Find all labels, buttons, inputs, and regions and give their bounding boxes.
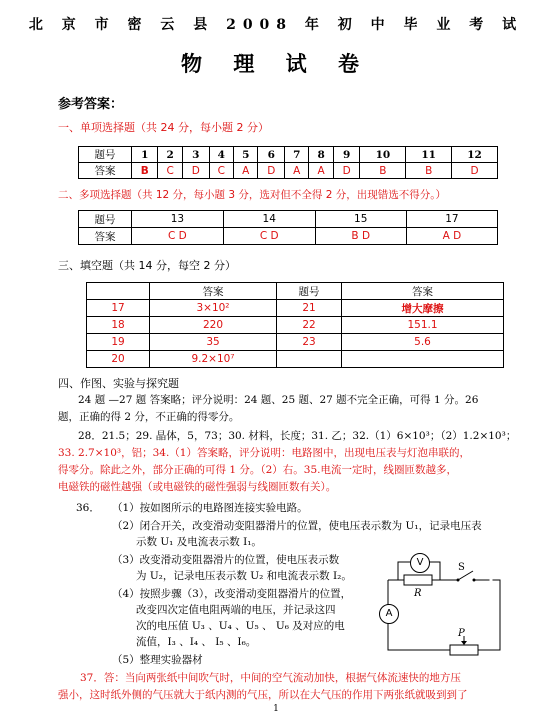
answer-cell: B xyxy=(360,163,406,179)
paragraph-line: 28．21.5；29. 晶体，5，73；30. 材料，长度；31. 乙；32.（1）6×10³；（2）1.2×10³； xyxy=(78,430,517,442)
paragraph-line: 24 题 —27 题 答案略；评分说明：24 题、25 题、27 题不完全正确，可得 1 分。26 xyxy=(78,394,479,406)
answer-cell: 9.2×10⁷ xyxy=(150,351,277,368)
answer-cell: A D xyxy=(406,228,497,245)
question-number: 22 xyxy=(277,317,342,334)
answer-cell: A xyxy=(309,163,333,179)
question-number: 12 xyxy=(452,147,498,163)
section3-heading: 三、填空题（共 14 分，每空 2 分） xyxy=(58,259,236,272)
question-number: 6 xyxy=(258,147,285,163)
question-37-line: 37．答：当向两张纸中间吹气时，中间的空气流动加快，根据气体流速快的地方压 xyxy=(80,672,461,684)
section2-heading: 二、多项选择题（共 12 分，每小题 3 分，选对但不全得 2 分，出现错选不得分。） xyxy=(58,189,446,201)
question-number: 10 xyxy=(360,147,406,163)
question-number: 7 xyxy=(285,147,309,163)
answer-cell: C xyxy=(158,163,182,179)
row-label: 答案 xyxy=(79,228,132,245)
fill-blank-table xyxy=(86,282,504,368)
page-number: 1 xyxy=(273,704,279,714)
exam-title: 北 京 市 密 云 县 2008 年 初 中 毕 业 考 试 xyxy=(28,17,524,33)
paragraph-line: 33. 2.7×10³，铝；34.（1）答案略，评分说明：电路图中，出现电压表与灯泡串联的， xyxy=(58,447,470,459)
answer-cell: B xyxy=(132,163,158,179)
step-line: 示数 U₁ 及电流表示数 I₁。 xyxy=(136,536,262,548)
answer-cell xyxy=(342,351,504,368)
answer-cell: D xyxy=(182,163,209,179)
section4-heading: 四、作图、实验与探究题 xyxy=(58,377,179,390)
question-36-label: 36． xyxy=(76,502,100,514)
step-line: 流值，I₃ 、I₄ 、 I₅ 、I₆。 xyxy=(136,636,257,648)
column-header: 答案 xyxy=(150,283,277,300)
answer-cell: C D xyxy=(223,228,315,245)
table-row xyxy=(87,351,504,368)
answer-cell: D xyxy=(258,163,285,179)
section1-heading: 一、单项选择题（共 24 分，每小题 2 分） xyxy=(58,121,269,134)
question-number: 4 xyxy=(209,147,233,163)
step-line: 改变四次定值电阻两端的电压，并记录这四 xyxy=(136,604,336,616)
question-number: 15 xyxy=(315,211,406,228)
question-number: 5 xyxy=(234,147,258,163)
step-line: （2）闭合开关，改变滑动变阻器滑片的位置，使电压表示数为 U₁，记录电压表 xyxy=(112,520,482,532)
ammeter-icon: A xyxy=(379,604,399,624)
question-number: 3 xyxy=(182,147,209,163)
step-line: 次的电压值 U₃ 、U₄ 、U₅ 、 U₆ 及对应的电 xyxy=(136,620,345,632)
multi-choice-table xyxy=(78,210,498,245)
table-row xyxy=(79,228,498,245)
question-number: 23 xyxy=(277,334,342,351)
answer-cell: 220 xyxy=(150,317,277,334)
row-label: 题号 xyxy=(79,211,132,228)
table-row xyxy=(79,147,498,163)
step-line: （4）按照步骤（3），改变滑动变阻器滑片的位置， xyxy=(112,588,352,600)
answer-cell: 3×10² xyxy=(150,300,277,317)
question-number: 1 xyxy=(132,147,158,163)
answer-cell: 增大摩擦 xyxy=(342,300,504,317)
column-header: 题号 xyxy=(277,283,342,300)
answer-cell: A xyxy=(285,163,309,179)
answer-cell: B D xyxy=(315,228,406,245)
answer-cell: 35 xyxy=(150,334,277,351)
question-number: 19 xyxy=(87,334,150,351)
paragraph-line: 电磁铁的磁性越强（或电磁铁的磁性强弱与线圈匝数有关）。 xyxy=(58,481,337,493)
table-row xyxy=(79,211,498,228)
paper-title: 物 理 试 卷 xyxy=(181,51,371,76)
answer-cell: 151.1 xyxy=(342,317,504,334)
circuit-diagram xyxy=(370,540,510,660)
question-number: 11 xyxy=(406,147,452,163)
answer-heading: 参考答案： xyxy=(58,97,124,112)
answer-cell: C D xyxy=(132,228,224,245)
question-number: 9 xyxy=(333,147,360,163)
answer-cell: A xyxy=(234,163,258,179)
table-row xyxy=(79,163,498,179)
circuit-wires xyxy=(370,540,510,660)
step-line: 为 U₂，记录电压表示数 U₂ 和电流表示数 I₂。 xyxy=(136,570,352,582)
column-header: 答案 xyxy=(342,283,504,300)
answer-cell: 5.6 xyxy=(342,334,504,351)
step-line: （1）按如图所示的电路图连接实验电路。 xyxy=(112,502,308,514)
paragraph-line: 题，正确的得 2 分，不正确的得零分。 xyxy=(58,411,240,423)
question-37-line: 强小，这时纸外侧的气压就大于纸内测的气压，所以在大气压的作用下两张纸就吸到到了 xyxy=(58,689,468,701)
table-row xyxy=(87,334,504,351)
paragraph-line: 得零分。除此之外，部分正确的可得 1 分。（2）右。35.电流一定时，线圈匝数越多， xyxy=(58,464,457,476)
table-row xyxy=(87,283,504,300)
corner-cell xyxy=(87,283,150,300)
question-number: 17 xyxy=(406,211,497,228)
voltmeter-icon: V xyxy=(410,553,430,573)
single-choice-table xyxy=(78,146,498,179)
row-label: 答案 xyxy=(79,163,132,179)
question-number: 2 xyxy=(158,147,182,163)
table-row xyxy=(87,317,504,334)
question-number: 21 xyxy=(277,300,342,317)
question-number: 8 xyxy=(309,147,333,163)
question-number: 18 xyxy=(87,317,150,334)
question-number: 14 xyxy=(223,211,315,228)
rheostat-label: P xyxy=(458,628,465,639)
question-number: 13 xyxy=(132,211,224,228)
question-number: 20 xyxy=(87,351,150,368)
answer-cell: B xyxy=(406,163,452,179)
answer-cell: C xyxy=(209,163,233,179)
question-number: 17 xyxy=(87,300,150,317)
table-row xyxy=(87,300,504,317)
answer-cell: D xyxy=(333,163,360,179)
switch-label: S xyxy=(458,562,465,573)
question-number xyxy=(277,351,342,368)
row-label: 题号 xyxy=(79,147,132,163)
step-line: （3）改变滑动变阻器滑片的位置，使电压表示数 xyxy=(112,554,340,566)
step-line: （5）整理实验器材 xyxy=(112,654,203,666)
answer-cell: D xyxy=(452,163,498,179)
resistor-label: R xyxy=(414,588,422,599)
